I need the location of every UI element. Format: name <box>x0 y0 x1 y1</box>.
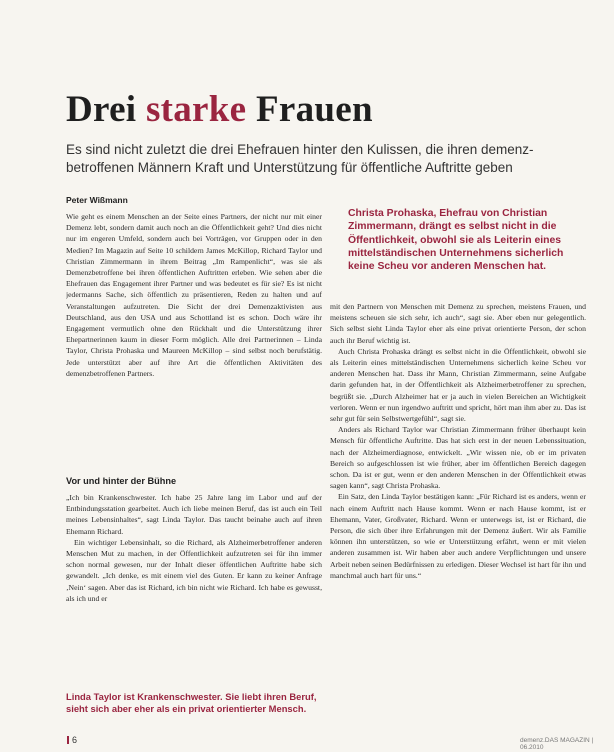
pull-quote-bottom: Linda Taylor ist Krankenschwester. Sie liebt ihren Beruf, sieht sich aber eher als ein privat orientierter Mensch. <box>66 691 317 715</box>
magazine-footer: demenz.DAS MAGAZIN | 06.2010 <box>520 737 594 751</box>
body-paragraph: „Ich bin Krankenschwester. Ich habe 25 Jahre lang im Labor und auf der Entbindungsstation gearbeitet. Auch ich liebe meinen Beruf, das ist auch ein Teil meines Lebensinhaltes“, sagt Linda Taylor. Das taucht beinahe auch auf ihren Ehemann Richard. <box>66 493 322 536</box>
article-headline <box>66 88 373 131</box>
headline-part1: Drei <box>66 89 146 130</box>
pull-quote-top: Christa Prohaska, Ehefrau von Christian Zimmermann, drängt es selbst nicht in die Öffentlichkeit, obwohl sie als Leiterin eines mittelständischen Unternehmens sicherlich keine Scheu vor anderen Menschen hat. <box>348 208 564 273</box>
body-column-left-top <box>66 211 322 459</box>
headline-part2: Frauen <box>246 89 373 130</box>
page-number-value: 6 <box>72 735 78 745</box>
article-subtitle: Es sind nicht zuletzt die drei Ehefrauen hinter den Kulissen, die ihren demenz-betroffenen Männern Kraft und Unterstützung für öffentliche Auftritte geben <box>66 142 534 175</box>
page-marker-icon <box>67 736 69 744</box>
section-heading: Vor und hinter der Bühne <box>66 476 177 486</box>
body-paragraph: mit den Partnern von Menschen mit Demenz zu sprechen, meistens Frauen, und meistens scheuen sie sich sehr, ich auch“, sagt sie. Aber eben nur gelegentlich. Sich selbst sieht Linda Taylor eher als eine privat orientierte Person, der schon auch ihr Beruf wichtig ist. <box>330 302 586 345</box>
body-paragraph: Ein Satz, den Linda Taylor bestätigen kann: „Für Richard ist es anders, wenn er nach einem Auftritt nach Hause kommt. Wenn er nach Hause kommt, ist er Ehemann, Vater, Großvater, Richard. Wenn er unterwegs ist, ist er Richard, die Person, die sich über ihre Erfahrungen mit der Demenz äußert. Wir als Familie können ihn unterstützen, so wie er Unterstützung erfährt, wenn er mit vielen anderen zusammen ist. Wir haben aber auch andere Verpflichtungen und unsere Arbeit neben seinen Bedürfnissen zu erledigen. Dieser Wechsel ist hart für ihn und manchmal auch hart für uns.“ <box>330 492 586 580</box>
body-column-right <box>330 301 586 729</box>
article-author: Peter Wißmann <box>66 195 128 205</box>
body-paragraph: Auch Christa Prohaska drängt es selbst nicht in die Öffentlichkeit, obwohl sie als Leiterin eines mittelständischen Unternehmens sicherlich keine Scheu vor anderen Menschen hat. Dass ihr Mann, Christian Zimmermann, seine Aufgabe darin gefunden hat, in der Öffentlichkeit als Alzheimerbetroffener zu sprechen, begrüßt sie. „Durch Alzheimer hat er ja auch in vielen Bereichen an Wichtigkeit verloren. Wenn er nun irgendwo auftritt und spricht, hört man ihm aber zu. Das ist sehr gut für sein Selbstwertgefühl“, sagt sie. <box>330 346 586 424</box>
page-number <box>67 735 77 745</box>
body-paragraph: Ein wichtiger Lebensinhalt, so die Richard, als Alzheimerbetroffener anderen Menschen Mut zu machen, in der Öffentlichkeit aufzutreten sei für ihn immer schon normal gewesen, nur der Inhalt dieser öffentlichen Auftritte habe sich gewandelt. „Ich denke, es mit einem viel des Guten. Er kann zu keiner Anfrage ‚Nein‘ sagen. Aber das ist Richard, ich bin nicht wie Richard. Ich habe es gewusst, als ich und er <box>66 537 322 603</box>
headline-accent-word: starke <box>145 89 247 130</box>
body-paragraph: Wie geht es einem Menschen an der Seite eines Partners, der nicht nur mit einer Demenz lebt, sondern damit auch noch an die Öffentlichkeit geht? Und dies nicht nur im engeren Umfeld, sondern auch bei Vorträgen, vor Gruppen oder in den Medien? Im Magazin auf Seite 10 schildern James McKillop, Richard Taylor und Christian Zimmermann in ihrem Beitrag „Im Rampenlicht“, was sie als Demenzbetroffene bei ihren öffentlichen Auftritten erleben. Wie sehen aber die Ehefrauen das Engagement ihrer Partner und was bedeutet es für sie? Es ist nicht jedermanns Sache, sich öffentlich zu präsentieren, Reden zu halten und auf Veranstaltungen aufzutreten. Die Sicht der drei Demenzaktivisten aus Deutschland, aus den USA und aus Schottland ist es schon. Doch wäre ihr Engagement vermutlich ohne den Rückhalt und die Unterstützung ihrer Ehepartnerinnen kaum in dieser Form möglich. Alle drei Partnerinnen – Linda Taylor, Christa Prohaska und Maureen McKillop – sind selbst noch berufstätig. Jede unterstützt aber auf ihre Art die öffentlichen Aktivitäten des demenzbetroffenen Partners. <box>66 212 322 378</box>
body-paragraph: Anders als Richard Taylor war Christian Zimmermann früher überhaupt kein Mensch für öffentliche Auftritte. Das hat sich erst in der neuen Lebenssituation, nach der Alzheimerdiagnose, entwickelt. „Wir wissen nie, ob er im privaten Bereich so aufgeschlossen ist wie früher, aber im öffentlichen Bereich dagegen schon. Da ist er gut, wenn er den anderen Menschen in der Öffentlichkeit etwas sagen kann“, sagt Christa Prohaska. <box>330 425 586 491</box>
body-column-left-bottom <box>66 492 322 701</box>
